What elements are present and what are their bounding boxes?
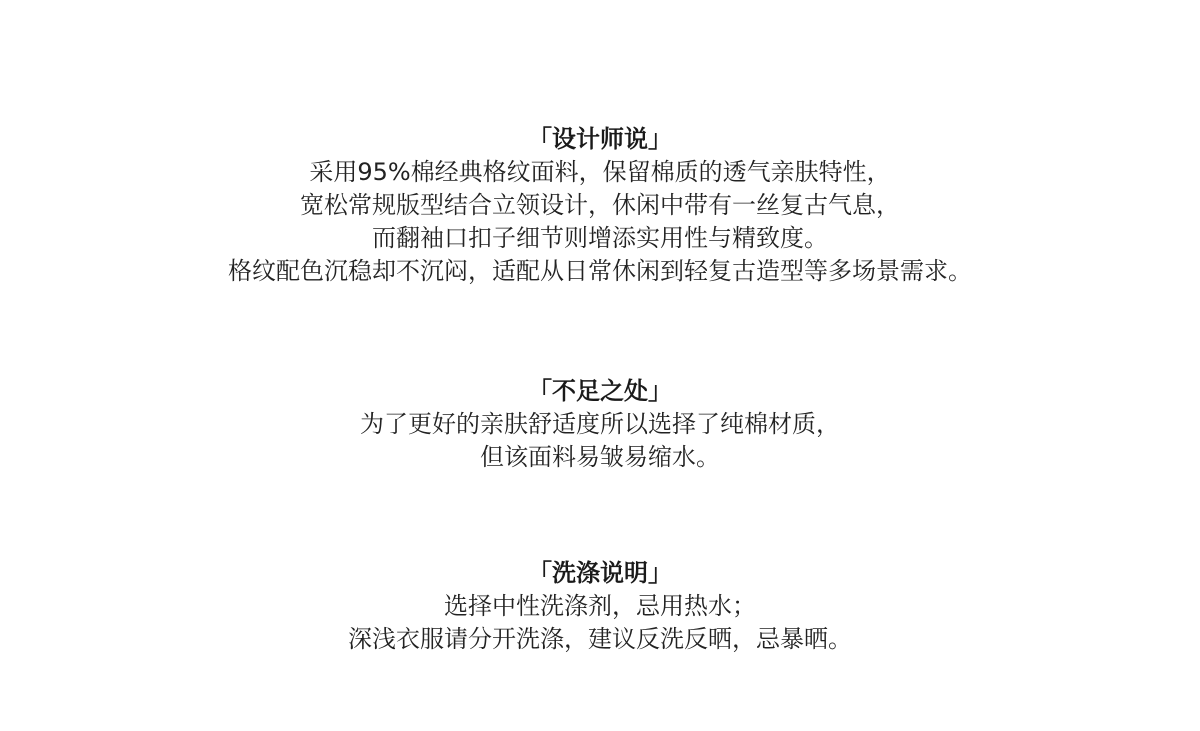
designer-notes-line: 宽松常规版型结合立领设计，休闲中带有一丝复古气息，: [300, 191, 900, 219]
washing-instructions-heading: 「洗涤说明」: [528, 559, 672, 587]
designer-notes-line: 而翻袖口扣子细节则增添实用性与精致度。: [372, 224, 828, 252]
shortcomings-section: [0, 374, 1200, 474]
washing-instructions-section: [0, 556, 1200, 656]
washing-instructions-line: 深浅衣服请分开洗涤，建议反洗反晒，忌暴晒。: [348, 625, 852, 653]
designer-notes-line: 格纹配色沉稳却不沉闷，适配从日常休闲到轻复古造型等多场景需求。: [228, 257, 972, 285]
shortcomings-line: 为了更好的亲肤舒适度所以选择了纯棉材质，: [360, 410, 840, 438]
shortcomings-line: 但该面料易皱易缩水。: [480, 443, 720, 471]
designer-notes-heading: 「设计师说」: [528, 125, 672, 153]
shortcomings-heading: 「不足之处」: [528, 377, 672, 405]
designer-notes-line: 采用95%棉经典格纹面料，保留棉质的透气亲肤特性，: [309, 158, 891, 186]
designer-notes-section: [0, 122, 1200, 288]
washing-instructions-line: 选择中性洗涤剂，忌用热水；: [444, 592, 756, 620]
